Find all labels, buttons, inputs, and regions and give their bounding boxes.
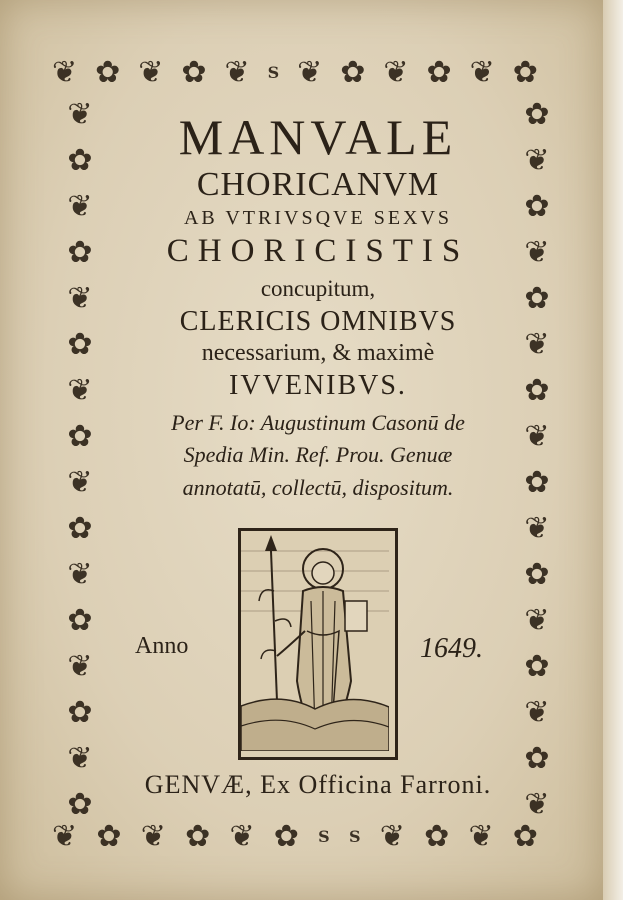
fleuron-icon: ❦ — [524, 511, 550, 546]
fleuron-icon: ✿ — [524, 189, 550, 224]
fleuron-icon: ✿ — [524, 557, 550, 592]
saint-woodcut-illustration — [238, 528, 398, 760]
fleuron-icon: ✿ — [67, 327, 93, 362]
fleuron-icon: ✿ — [67, 787, 93, 822]
fleuron-icon: ✿ — [424, 819, 450, 854]
fleuron-icon: ❦ — [524, 787, 550, 822]
fleuron-icon: ❦ — [524, 603, 550, 638]
fleuron-icon: ✿ — [340, 55, 366, 90]
author-line-1: Per F. Io: Augustinum Casonū de — [171, 410, 465, 435]
fleuron-icon: ✿ — [95, 55, 121, 90]
fleuron-icon: ✿ — [181, 55, 207, 90]
fleuron-icon: ❦ — [67, 741, 93, 776]
title-line-3: AB VTRIVSQVE SEXVS — [183, 207, 453, 229]
border-letter-s: S — [267, 63, 280, 82]
fleuron-icon: ❦ — [379, 819, 405, 854]
fleuron-icon: ❦ — [138, 55, 164, 90]
fleuron-icon: ✿ — [67, 235, 93, 270]
fleuron-icon: ❦ — [468, 819, 494, 854]
fleuron-icon: ❦ — [52, 55, 78, 90]
fleuron-icon: ✿ — [524, 281, 550, 316]
fleuron-icon: ❦ — [67, 281, 93, 316]
fleuron-icon: ❦ — [67, 373, 93, 408]
title-line-4: CHORICISTIS — [166, 233, 470, 269]
saint-with-lily-woodcut-icon — [241, 531, 389, 751]
fleuron-icon: ✿ — [426, 55, 452, 90]
page-edge — [603, 0, 623, 900]
date-anno-label: Anno — [135, 633, 189, 659]
fleuron-icon: ❦ — [524, 235, 550, 270]
fleuron-icon: ❦ — [524, 419, 550, 454]
left-ornament-border — [55, 97, 105, 822]
fleuron-icon: ✿ — [524, 97, 550, 132]
top-ornament-border — [52, 55, 538, 90]
fleuron-icon: ✿ — [512, 819, 538, 854]
right-ornament-border — [512, 97, 562, 822]
fleuron-icon: ❦ — [224, 55, 250, 90]
fleuron-icon: ✿ — [67, 419, 93, 454]
fleuron-icon: ❦ — [383, 55, 409, 90]
fleuron-icon: ❦ — [67, 189, 93, 224]
fleuron-icon: ❦ — [297, 55, 323, 90]
author-line-2: Spedia Min. Ref. Prou. Genuæ — [183, 442, 453, 467]
fleuron-icon: ❦ — [524, 695, 550, 730]
fleuron-icon: ✿ — [67, 143, 93, 178]
fleuron-icon: ✿ — [67, 695, 93, 730]
fleuron-icon: ❦ — [140, 819, 166, 854]
border-letter-s: S — [348, 827, 361, 846]
author-line-3: annotatū, collectū, dispositum. — [182, 475, 454, 500]
fleuron-icon: ❦ — [469, 55, 495, 90]
fleuron-icon: ✿ — [67, 603, 93, 638]
title-line-8: IVVENIBVS. — [229, 370, 407, 401]
title-line-5: concupitum, — [260, 276, 376, 301]
title-line-1: MANVALE — [178, 109, 458, 165]
fleuron-icon: ❦ — [67, 649, 93, 684]
fleuron-icon: ✿ — [524, 373, 550, 408]
title-line-2: CHORICANVM — [196, 166, 440, 203]
bottom-ornament-border — [52, 819, 538, 854]
fleuron-icon: ❦ — [524, 327, 550, 362]
fleuron-icon: ✿ — [67, 511, 93, 546]
fleuron-icon: ✿ — [524, 465, 550, 500]
fleuron-icon: ❦ — [67, 465, 93, 500]
fleuron-icon: ✿ — [185, 819, 211, 854]
fleuron-icon: ❦ — [67, 557, 93, 592]
date-year: 1649. — [420, 633, 483, 664]
title-line-6: CLERICIS OMNIBVS — [179, 306, 457, 337]
fleuron-icon: ❦ — [524, 143, 550, 178]
fleuron-icon: ✿ — [524, 649, 550, 684]
fleuron-icon: ❦ — [52, 819, 78, 854]
imprint-line: GENVÆ, Ex Officina Farroni. — [144, 770, 492, 799]
fleuron-icon: ✿ — [524, 741, 550, 776]
border-letter-s: S — [318, 827, 330, 846]
fleuron-icon: ✿ — [512, 55, 538, 90]
fleuron-icon: ❦ — [229, 819, 255, 854]
fleuron-icon: ✿ — [96, 819, 122, 854]
title-line-7: necessarium, & maximè — [201, 340, 435, 366]
fleuron-icon: ❦ — [67, 97, 93, 132]
fleuron-icon: ✿ — [273, 819, 299, 854]
